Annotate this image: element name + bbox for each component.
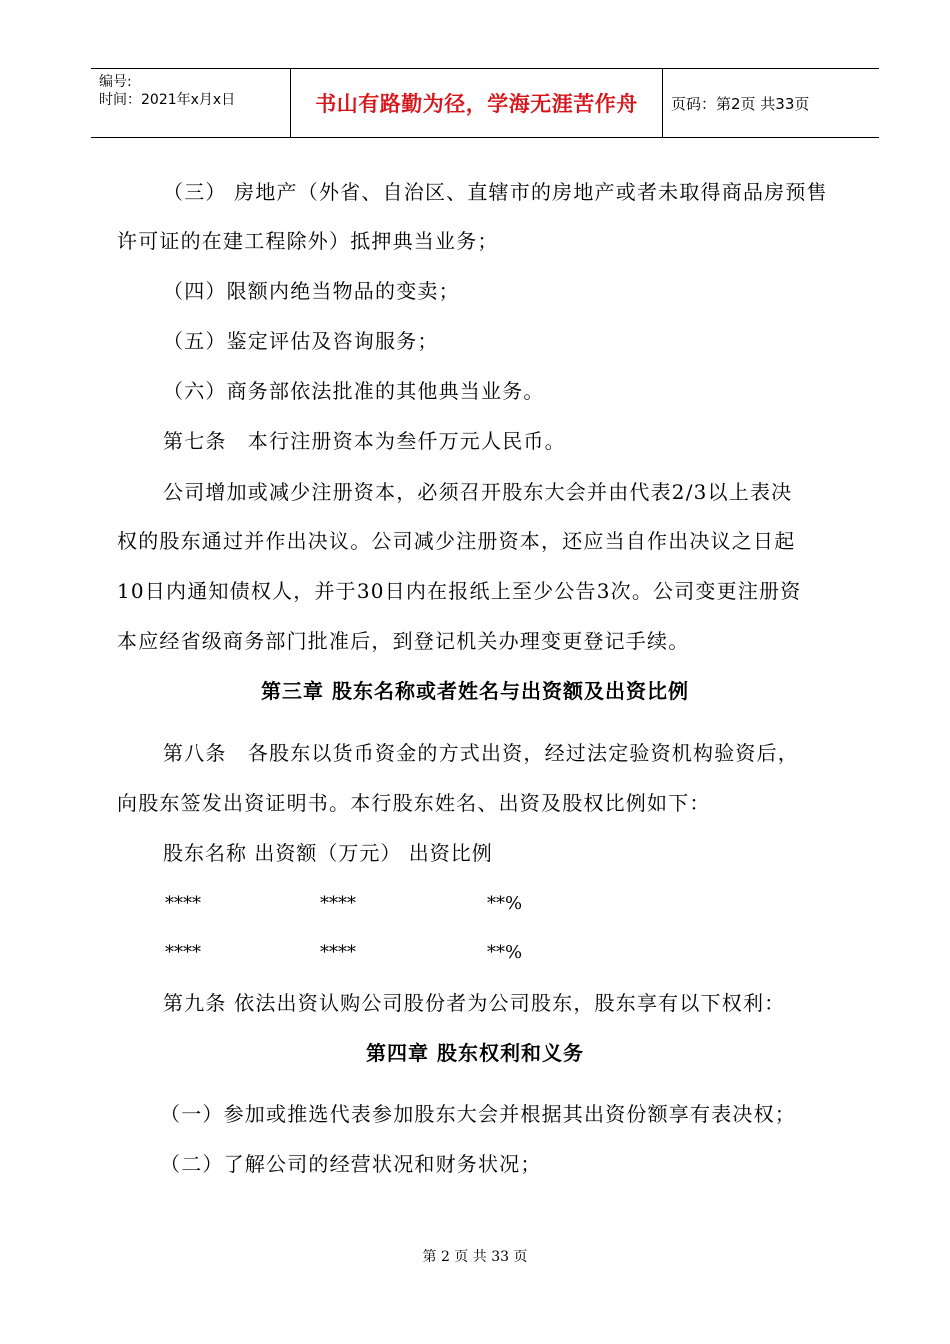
shareholder-amount: ****	[320, 942, 356, 963]
paragraph-line: 第八条 各股东以货币资金的方式出资，经过法定验资机构验资后，	[163, 741, 799, 765]
shareholder-table-header: 股东名称 出资额（万元） 出资比例	[163, 841, 493, 865]
paragraph-line: 本应经省级商务部门批准后，到登记机关办理变更登记手续。	[117, 629, 690, 653]
paragraph-line: 第九条 依法出资认购公司股份者为公司股东，股东享有以下权利：	[163, 991, 786, 1015]
paragraph-line: 公司增加或减少注册资本，必须召开股东大会并由代表2/3以上表决	[163, 480, 793, 504]
paragraph-line: （一）参加或推选代表参加股东大会并根据其出资份额享有表决权；	[160, 1102, 796, 1126]
document-number-label: 编号:	[99, 74, 132, 90]
paragraph-line: 10日内通知债权人，并于30日内在报纸上至少公告3次。公司变更注册资	[117, 579, 802, 603]
paragraph-line: （六）商务部依法批准的其他典当业务。	[163, 379, 545, 403]
shareholder-amount: ****	[320, 893, 356, 914]
paragraph-line: 权的股东通过并作出决议。公司减少注册资本，还应当自作出决议之日起	[117, 529, 796, 553]
paragraph-line: （二）了解公司的经营状况和财务状况；	[160, 1152, 542, 1176]
page-footer: 第 2 页 共 33 页	[422, 1249, 528, 1265]
chapter-heading: 第三章 股东名称或者姓名与出资额及出资比例	[261, 679, 689, 703]
shareholder-name: ****	[165, 942, 201, 963]
header-motto: 书山有路勤为径，学海无涯苦作舟	[315, 92, 638, 116]
document-time-label: 时间：2021年x月x日	[99, 92, 236, 108]
paragraph-line: 向股东签发出资证明书。本行股东姓名、出资及股权比例如下：	[117, 791, 711, 815]
header-meta	[91, 69, 289, 137]
paragraph-line: （四）限额内绝当物品的变卖；	[163, 279, 460, 303]
shareholder-name: ****	[165, 893, 201, 914]
shareholder-ratio: **%	[487, 942, 523, 963]
chapter-heading: 第四章 股东权利和义务	[366, 1041, 584, 1065]
shareholder-ratio: **%	[487, 893, 523, 914]
page-header	[91, 68, 879, 138]
header-motto-cell	[290, 69, 663, 137]
paragraph-line: （五）鉴定评估及咨询服务；	[163, 329, 439, 353]
header-page-cell	[663, 69, 879, 137]
paragraph-line: 许可证的在建工程除外）抵押典当业务；	[117, 229, 499, 253]
paragraph-line: （三） 房地产（外省、自治区、直辖市的房地产或者未取得商品房预售	[163, 180, 828, 204]
paragraph-line: 第七条 本行注册资本为叁仟万元人民币。	[163, 429, 566, 453]
header-page-info: 页码：第2页 共33页	[671, 94, 810, 113]
